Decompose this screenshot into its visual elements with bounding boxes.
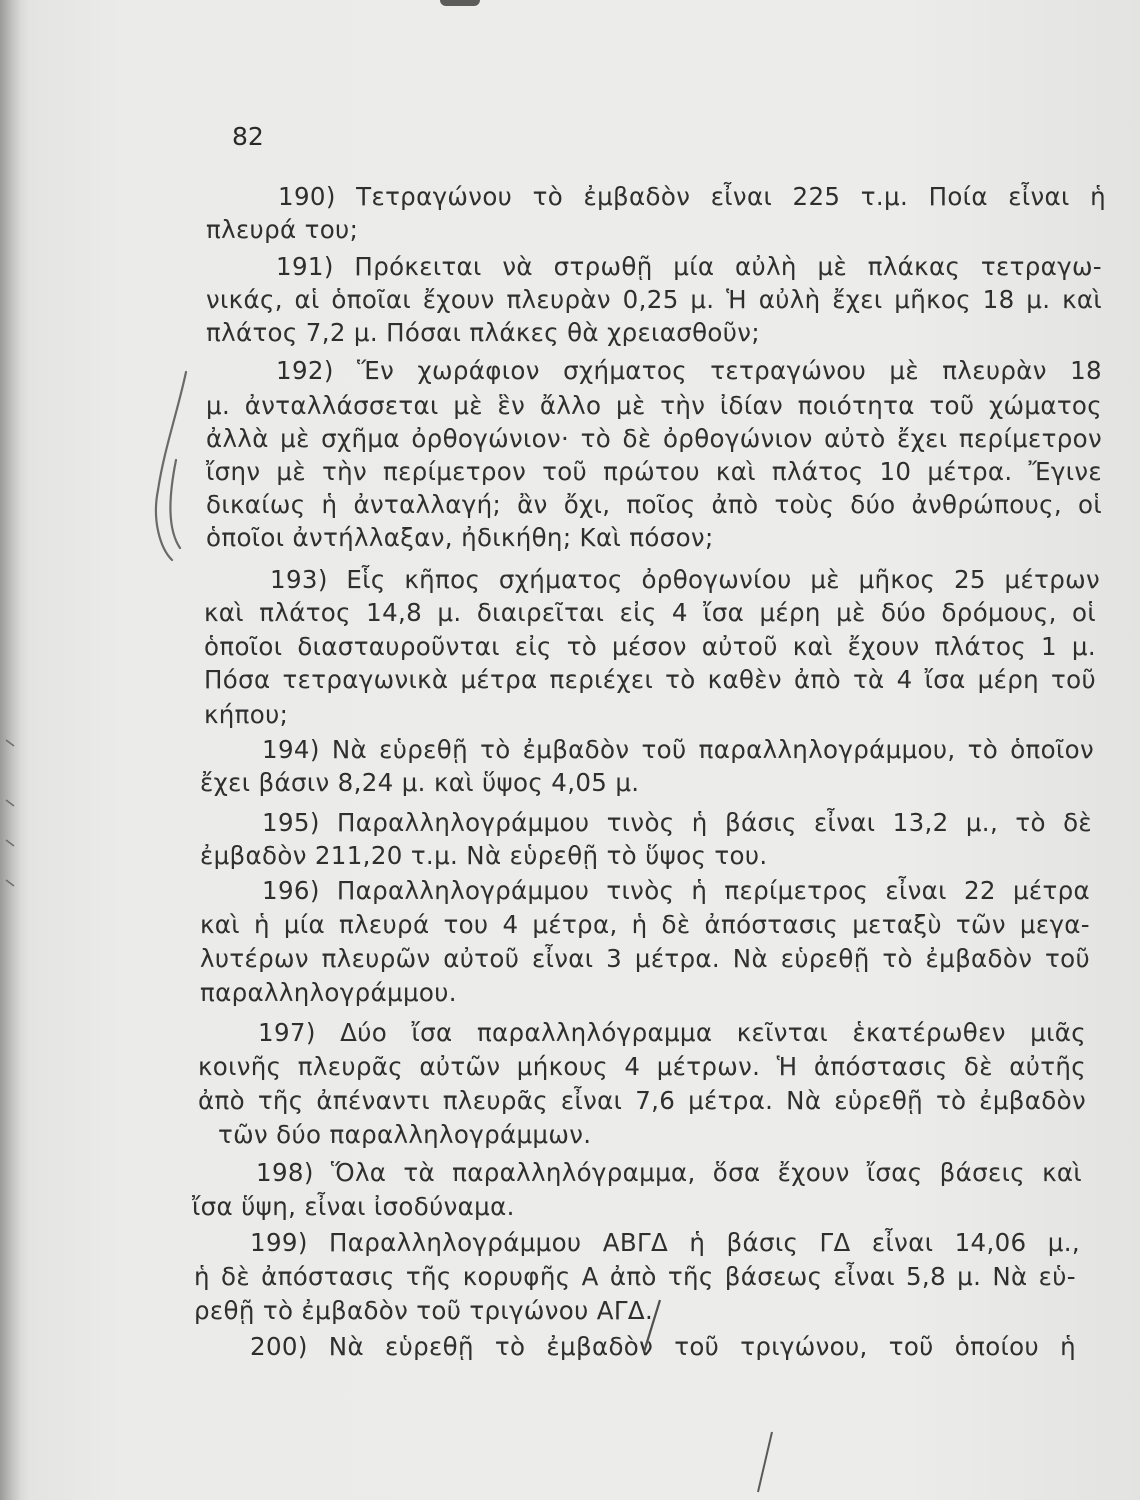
problem-200-line-1: 200) Νὰ εὑρεθῇ τὸ ἐμβαδὸν τοῦ τριγώνου, τοῦ ὁποίου ἡ — [250, 1332, 1076, 1361]
problem-199-line-1: 199) Παραλληλογράμμου ΑΒΓΔ ἡ βάσις ΓΔ εἶναι 14,06 μ., — [250, 1228, 1080, 1257]
problem-193-line-3: ὁποῖοι διασταυροῦνται εἰς τὸ μέσον αὐτοῦ καὶ ἔχουν πλάτος 1 μ. — [204, 632, 1096, 661]
problem-196-line-4: παραλληλογράμμου. — [200, 978, 457, 1007]
problem-196-line-3: λυτέρων πλευρῶν αὐτοῦ εἶναι 3 μέτρα. Νὰ εὑρεθῇ τὸ ἐμβαδὸν τοῦ — [200, 944, 1090, 973]
pencil-slash-mark — [644, 1300, 660, 1352]
problem-196-line-2: καὶ ἡ μία πλευρά του 4 μέτρα, ἡ δὲ ἀπόστασις μεταξὺ τῶν μεγα- — [200, 910, 1090, 939]
page-number: 82 — [232, 122, 264, 151]
bottom-pencil-stroke — [758, 1432, 772, 1492]
problem-192-line-1: 192) Ἕν χωράφιον σχήματος τετραγώνου μὲ πλευρὰν 18 — [276, 356, 1102, 385]
problem-193-line-1: 193) Εἷς κῆπος σχήματος ὀρθογωνίου μὲ μῆκος 25 μέτρων — [270, 565, 1100, 594]
problem-193-line-4: Πόσα τετραγωνικὰ μέτρα περιέχει τὸ καθὲν ἀπὸ τὰ 4 ἴσα μέρη τοῦ — [204, 665, 1096, 694]
problem-195-line-1: 195) Παραλληλογράμμου τινὸς ἡ βάσις εἶναι 13,2 μ., τὸ δὲ — [262, 808, 1092, 837]
problem-199-line-3: ρεθῇ τὸ ἐμβαδὸν τοῦ τριγώνου ΑΓΔ. — [194, 1296, 654, 1325]
problem-190-line-2: πλευρά του; — [206, 215, 359, 244]
margin-tick-marks — [6, 740, 14, 886]
problem-193-line-5: κήπου; — [204, 700, 289, 729]
problem-197-line-3: ἀπὸ τῆς ἀπέναντι πλευρᾶς εἶναι 7,6 μέτρα. Νὰ εὑρεθῇ τὸ ἐμβαδὸν — [198, 1086, 1086, 1115]
problem-191-line-1: 191) Πρόκειται νὰ στρωθῇ μία αὐλὴ μὲ πλάκας τετραγω- — [276, 252, 1102, 281]
problem-196-line-1: 196) Παραλληλογράμμου τινὸς ἡ περίμετρος εἶναι 22 μέτρα — [262, 876, 1090, 905]
problem-194-line-2: ἔχει βάσιν 8,24 μ. καὶ ὕψος 4,05 μ. — [200, 768, 640, 797]
problem-197-line-1: 197) Δύο ἴσα παραλληλόγραμμα κεῖνται ἑκατέρωθεν μιᾶς — [258, 1018, 1086, 1047]
problem-191-line-2: νικάς, αἱ ὁποῖαι ἔχουν πλευρὰν 0,25 μ. Ἡ αὐλὴ ἔχει μῆκος 18 μ. καὶ — [206, 285, 1102, 314]
problem-193-line-2: καὶ πλάτος 14,8 μ. διαιρεῖται εἰς 4 ἴσα μέρη μὲ δύο δρόμους, οἱ — [204, 598, 1096, 627]
margin-handwritten-mark — [156, 372, 186, 560]
problem-192-line-6: ὁποῖοι ἀντήλλαξαν, ἠδικήθη; Καὶ πόσον; — [206, 523, 714, 552]
problem-197-line-4: τῶν δύο παραλληλογράμμων. — [218, 1120, 592, 1149]
problem-192-line-4: ἴσην μὲ τὴν περίμετρον τοῦ πρώτου καὶ πλάτος 10 μέτρα. Ἔγινε — [206, 457, 1102, 486]
problem-198-line-2: ἴσα ὕψη, εἶναι ἰσοδύναμα. — [192, 1192, 515, 1221]
problem-198-line-1: 198) Ὅλα τὰ παραλληλόγραμμα, ὅσα ἔχουν ἴσας βάσεις καὶ — [256, 1158, 1082, 1187]
problem-194-line-1: 194) Νὰ εὑρεθῇ τὸ ἐμβαδὸν τοῦ παραλληλογράμμου, τὸ ὁποῖον — [262, 735, 1094, 764]
problem-190-line-1: 190) Τετραγώνου τὸ ἐμβαδὸν εἶναι 225 τ.μ. Ποία εἶναι ἡ — [278, 182, 1106, 211]
problem-192-line-3: ἀλλὰ μὲ σχῆμα ὀρθογώνιον· τὸ δὲ ὀρθογώνιον αὐτὸ ἔχει περίμετρον — [206, 424, 1102, 453]
problem-195-line-2: ἐμβαδὸν 211,20 τ.μ. Νὰ εὑρεθῇ τὸ ὕψος του. — [200, 841, 768, 870]
problem-197-line-2: κοινῆς πλευρᾶς αὐτῶν μήκους 4 μέτρων. Ἡ ἀπόστασις δὲ αὐτῆς — [198, 1052, 1086, 1081]
problem-192-line-2: μ. ἀνταλλάσσεται μὲ ἓν ἄλλο μὲ τὴν ἰδίαν ποιότητα τοῦ χώματος — [206, 391, 1102, 420]
problem-191-line-3: πλάτος 7,2 μ. Πόσαι πλάκες θὰ χρειασθοῦν; — [206, 318, 760, 347]
problem-199-line-2: ἡ δὲ ἀπόστασις τῆς κορυφῆς Α ἀπὸ τῆς βάσεως εἶναι 5,8 μ. Νὰ εὑ- — [194, 1262, 1076, 1291]
problem-192-line-5: δικαίως ἡ ἀνταλλαγή; ἂν ὄχι, ποῖος ἀπὸ τοὺς δύο ἀνθρώπους, οἱ — [206, 490, 1102, 519]
